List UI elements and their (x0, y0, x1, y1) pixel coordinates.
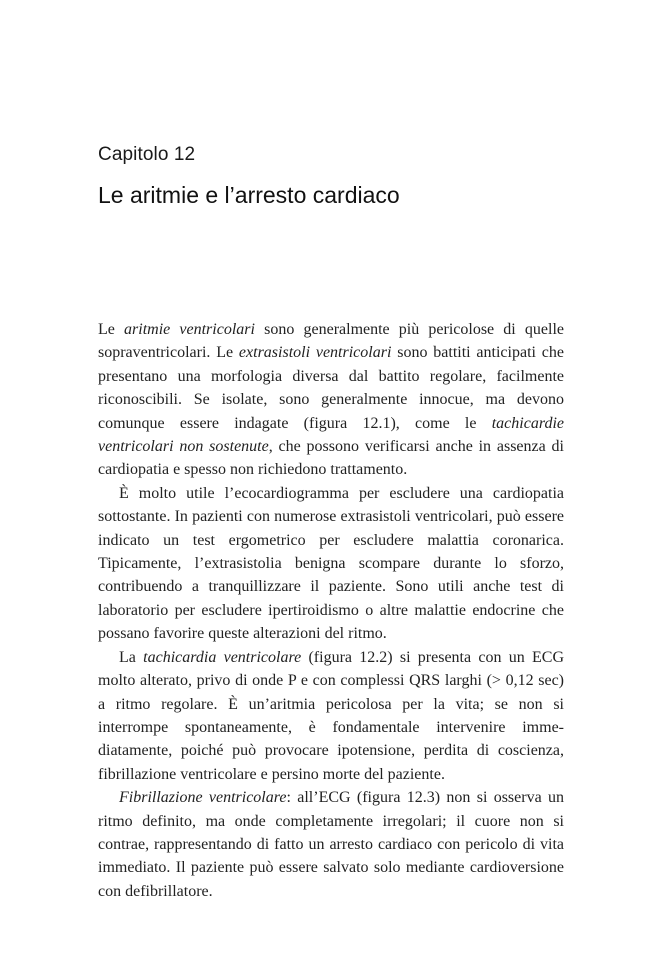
text-run: Le (98, 321, 125, 338)
paragraph-4 (98, 786, 564, 903)
text-run: : all’ECG (figura 12.3) non si osserva un ritmo definito, ma onde completamente irregolari; il cuore non si contrae, rappresentando di fatto un arresto cardiaco con pericolo di vita immediato. Il paziente può essere salvato solo mediante cardioversione con defibrillatore. (98, 789, 565, 900)
text-run: È molto utile l’ecocardiogramma per escludere una cardiopatia sottostante. In pazienti con numerose extrasistoli ventricolari, può essere indicato un test ergometrico per escludere malattia coronarica. Tipicamente, l’extrasistolia benigna scompare durante lo sforzo, contribuendo a tranquillizzare il paziente. Sono utili anche test di laboratorio per escludere ipertiroidismo o altre malattie endocrine che possano favorire queste alterazioni del ritmo. (98, 484, 564, 643)
italic-term: tachicardie ventricolari non sostenute (98, 414, 564, 456)
text-run: La (119, 648, 144, 666)
text-run: , che possono verificarsi anche in assenza di cardiopatia e spesso non richiedono trattamento. (98, 438, 564, 479)
paragraph-2 (98, 482, 564, 646)
italic-term: tachicardia ventricolare (143, 648, 302, 666)
text-run: (figura 12.2) si presenta con un ECG molto alterato, privo di onde P e con complessi QRS larghi (> 0,12 sec) a ritmo regolare. È un’aritmia pericolosa per la vita; se non si interrompe spontaneamente, è fondamentale intervenire immediatamente, poiché può provocare ipotensione, perdita di coscienza, fibrillazione ventricolare e persino morte del paziente. (98, 648, 565, 783)
paragraph-1 (98, 318, 564, 482)
chapter-body (98, 318, 564, 903)
italic-term: extrasistoli ventricolari (238, 344, 392, 362)
chapter-label: Capitolo 12 (98, 144, 196, 165)
italic-term: aritmie ventricolari (124, 321, 255, 338)
text-run: sono battiti anticipati che presentano una morfologia diversa dal battito regolare, facilmente riconoscibili. Se isolate, sono generalmente innocue, ma devono comunque essere indagate (figura 12.1), come le (98, 344, 564, 432)
chapter-title: Le aritmie e l’arresto cardiaco (98, 182, 400, 208)
paragraph-3 (98, 646, 564, 786)
italic-term: Fibrillazione ventricolare (119, 789, 287, 807)
text-run: sono generalmente più pericolose di quelle sopraventricolari. Le (98, 321, 564, 362)
